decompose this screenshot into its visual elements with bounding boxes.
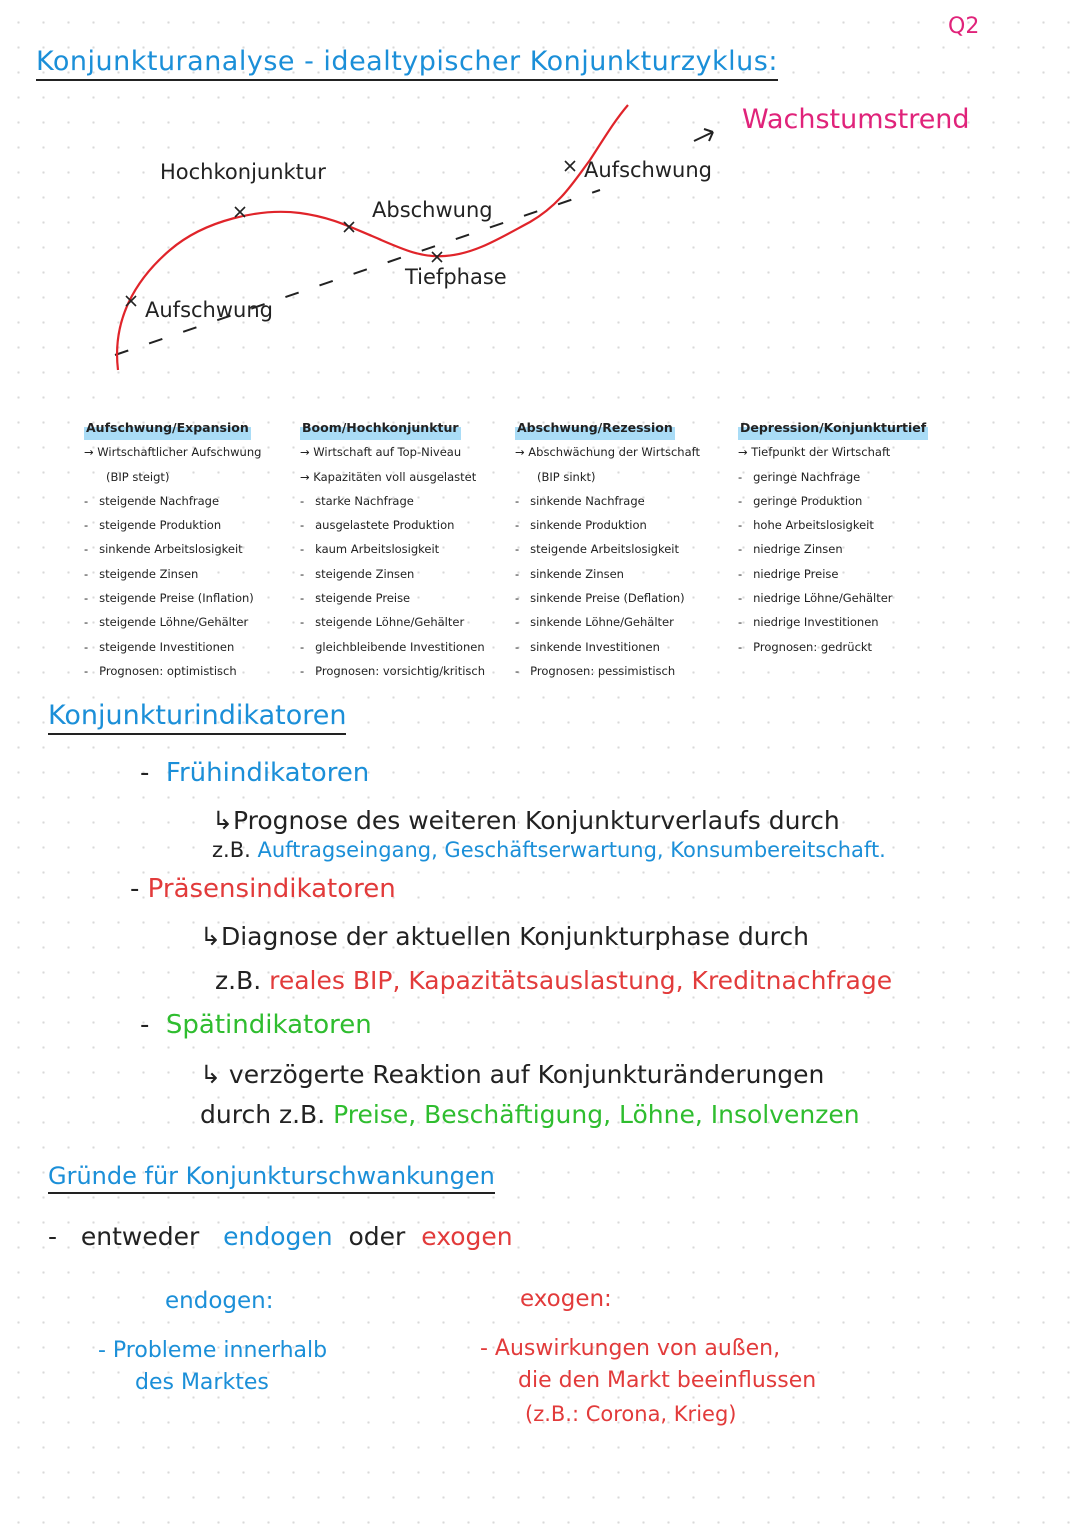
phase-column-abschwung bbox=[515, 416, 700, 683]
label-hochkonjunktur: Hochkonjunktur bbox=[160, 160, 326, 184]
phase-bullet: - gleichbleibende Investitionen bbox=[300, 639, 485, 654]
trend-line bbox=[115, 190, 600, 355]
phase-arrow-line: → Kapazitäten voll ausgelastet bbox=[300, 469, 477, 484]
label-aufschwung-left: Aufschwung bbox=[145, 298, 273, 322]
label-aufschwung-right: Aufschwung bbox=[584, 158, 712, 182]
phase-bullet: - steigende Investitionen bbox=[84, 639, 235, 654]
phase-bullet: - starke Nachfrage bbox=[300, 493, 414, 508]
trend-label: Wachstumstrend bbox=[742, 104, 970, 135]
indicator-spaet-examples: durch z.B. Preise, Beschäftigung, Löhne, Insolvenzen bbox=[200, 1100, 860, 1129]
phase-bullet: - geringe Produktion bbox=[738, 493, 863, 508]
phase-bullet: - steigende Nachfrage bbox=[84, 493, 220, 508]
phase-bullet: - steigende Löhne/Gehälter bbox=[84, 615, 249, 630]
phase-arrow-line: → Tiefpunkt der Wirtschaft bbox=[738, 445, 891, 460]
phase-bullet: - ausgelastete Produktion bbox=[300, 518, 455, 533]
phase-heading: Depression/Konjunkturtief bbox=[738, 416, 928, 440]
label-tiefphase: Tiefphase bbox=[405, 265, 507, 289]
phase-bullet: - niedrige Zinsen bbox=[738, 542, 843, 557]
exogen-text-1: - Auswirkungen von außen, bbox=[480, 1336, 781, 1361]
phase-column-depression bbox=[738, 416, 928, 659]
phase-heading: Abschwung/Rezession bbox=[515, 416, 675, 440]
phase-bullet: - steigende Löhne/Gehälter bbox=[300, 615, 465, 630]
phase-bullet: - niedrige Preise bbox=[738, 566, 839, 581]
cycle-diagram bbox=[0, 0, 1080, 420]
marker-hochkonjunktur bbox=[235, 207, 245, 217]
indicator-spaet-name: - Spätindikatoren bbox=[140, 1010, 372, 1040]
phase-bullet: - sinkende Nachfrage bbox=[515, 493, 645, 508]
endogen-text-1: - Probleme innerhalb bbox=[98, 1338, 328, 1363]
indicator-praesens-desc: ↳Diagnose der aktuellen Konjunkturphase durch bbox=[200, 922, 809, 951]
phase-bullet: - sinkende Löhne/Gehälter bbox=[515, 615, 674, 630]
phase-bullet: - sinkende Arbeitslosigkeit bbox=[84, 542, 243, 557]
exogen-text-3: (z.B.: Corona, Krieg) bbox=[525, 1402, 737, 1426]
page-tag: Q2 bbox=[948, 14, 980, 39]
phase-column-aufschwung bbox=[84, 416, 261, 683]
phase-arrow-line: (BIP steigt) bbox=[106, 469, 170, 484]
endogen-title: endogen: bbox=[165, 1288, 274, 1314]
phase-heading: Aufschwung/Expansion bbox=[84, 416, 251, 440]
label-abschwung: Abschwung bbox=[372, 198, 493, 222]
phase-arrow-line: → Abschwächung der Wirtschaft bbox=[515, 445, 700, 460]
endogen-text-2: des Marktes bbox=[135, 1370, 269, 1395]
indicators-heading: Konjunkturindikatoren bbox=[48, 700, 346, 731]
phase-bullet: - niedrige Investitionen bbox=[738, 615, 879, 630]
indicator-frueh-name: - Frühindikatoren bbox=[140, 758, 370, 788]
phase-bullet: - Prognosen: gedrückt bbox=[738, 639, 873, 654]
phase-bullet: - steigende Produktion bbox=[84, 518, 222, 533]
phase-bullet: - steigende Zinsen bbox=[84, 566, 199, 581]
phase-bullet: - sinkende Investitionen bbox=[515, 639, 660, 654]
phase-bullet: - sinkende Produktion bbox=[515, 518, 647, 533]
page-title-text: Konjunkturanalyse - idealtypischer Konjunkturzyklus: bbox=[36, 46, 778, 81]
phase-arrow-line: (BIP sinkt) bbox=[537, 469, 596, 484]
indicator-praesens-name: - Präsensindikatoren bbox=[130, 874, 396, 904]
phase-bullet: - kaum Arbeitslosigkeit bbox=[300, 542, 440, 557]
phase-bullet: - geringe Nachfrage bbox=[738, 469, 861, 484]
phase-bullet: - sinkende Zinsen bbox=[515, 566, 624, 581]
reasons-intro: - entweder endogen oder exogen bbox=[48, 1222, 513, 1251]
phase-bullet: - Prognosen: pessimistisch bbox=[515, 663, 676, 678]
trend-arrow-icon bbox=[694, 129, 713, 141]
phase-bullet: - steigende Preise (Inflation) bbox=[84, 591, 254, 606]
marker-aufschwung-right bbox=[565, 161, 575, 171]
phase-bullet: - steigende Preise bbox=[300, 591, 411, 606]
indicator-frueh-examples: z.B. Auftragseingang, Geschäftserwartung, Konsumbereitschaft. bbox=[212, 838, 886, 862]
phase-bullet: - steigende Zinsen bbox=[300, 566, 415, 581]
phase-bullet: - Prognosen: vorsichtig/kritisch bbox=[300, 663, 486, 678]
phase-arrow-line: → Wirtschaft auf Top-Niveau bbox=[300, 445, 462, 460]
phase-bullet: - hohe Arbeitslosigkeit bbox=[738, 518, 874, 533]
phase-bullet: - sinkende Preise (Deflation) bbox=[515, 591, 685, 606]
phase-bullet: - steigende Arbeitslosigkeit bbox=[515, 542, 680, 557]
phase-heading: Boom/Hochkonjunktur bbox=[300, 416, 461, 440]
phase-arrow-line: → Wirtschaftlicher Aufschwung bbox=[84, 445, 262, 460]
phase-column-boom bbox=[300, 416, 485, 683]
phase-bullet: - Prognosen: optimistisch bbox=[84, 663, 237, 678]
indicator-frueh-desc: ↳Prognose des weiteren Konjunkturverlaufs durch bbox=[212, 806, 840, 835]
cycle-curve bbox=[117, 105, 628, 370]
exogen-text-2: die den Markt beeinflussen bbox=[518, 1368, 817, 1393]
phase-bullet: - niedrige Löhne/Gehälter bbox=[738, 591, 893, 606]
exogen-title: exogen: bbox=[520, 1286, 612, 1312]
reasons-heading: Gründe für Konjunkturschwankungen bbox=[48, 1162, 495, 1190]
indicator-praesens-examples: z.B. reales BIP, Kapazitätsauslastung, Kreditnachfrage bbox=[215, 966, 893, 995]
indicator-spaet-desc: ↳ verzögerte Reaktion auf Konjunkturänderungen bbox=[200, 1060, 825, 1089]
